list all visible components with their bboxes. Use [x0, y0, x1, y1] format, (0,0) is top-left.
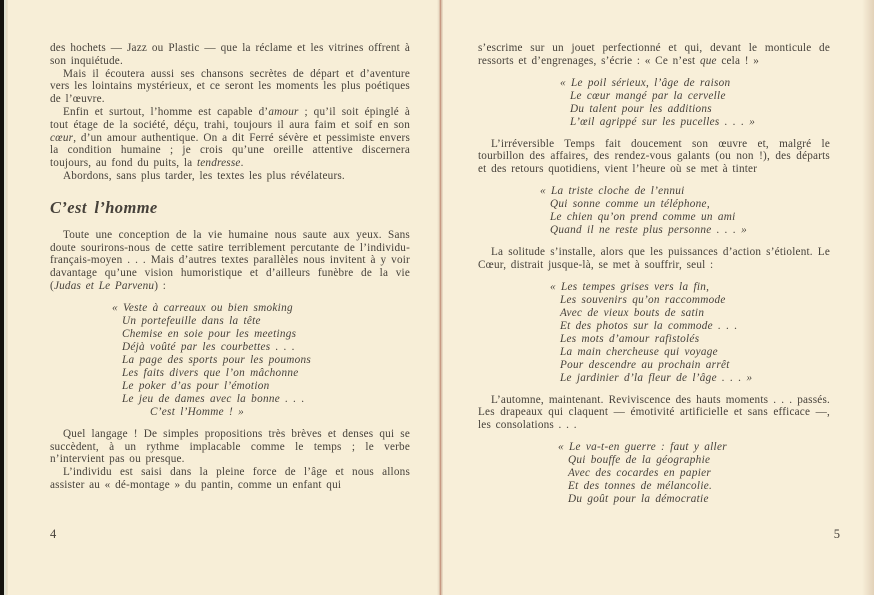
emphasized-text: que	[699, 54, 717, 67]
text-segment: L’irréversible Temps fait doucement son œuvre et, malgré le tourbillon des affaires, des rendez-vous galants (ou non !), des départs et des retours quotidiens, vient l’heure où se met à tinter	[478, 137, 830, 176]
poem	[112, 302, 410, 419]
text-segment: des hochets — Jazz ou Plastic — que la réclame et les vitrines offrent à son inquiétude.	[50, 42, 410, 67]
poem-line: Pour descendre au prochain arrêt	[560, 358, 730, 371]
text-segment: Toute une conception de la vie humaine nous saute aux yeux. Sans doute sourirons-nous de cette satire terriblement percutante de l’individu-français-moyen . . . Mais d’autres textes parallèles nous invitent à y voir davantage qu’une vision humoristique et d’ailleurs funèbre de la vie (	[50, 228, 410, 292]
paragraph	[50, 170, 410, 183]
text-segment: Abordons, sans plus tarder, les textes les plus révélateurs.	[63, 169, 345, 182]
poem	[540, 185, 830, 237]
poem-line: Le cœur mangé par la cervelle	[570, 89, 726, 102]
poem-line: Le chien qu’on prend comme un ami	[550, 210, 736, 223]
poem-line: Qui bouffe de la géographie	[568, 453, 711, 466]
text-segment: L’automne, maintenant. Reviviscence des hauts moments . . . passés. Les drapeaux qui claquent — émotivité artificielle et sans efficace —, les consolations . . .	[478, 393, 830, 432]
poem	[550, 281, 830, 385]
poem-line: C’est l’Homme ! »	[150, 405, 245, 418]
text-segment: ) :	[154, 279, 167, 292]
poem-line: Quand il ne reste plus personne . . . »	[550, 223, 748, 236]
poem-line: La main chercheuse qui voyage	[560, 345, 718, 358]
page-number-right: 5	[833, 527, 840, 541]
poem-line: « Le va-t-en guerre : faut y aller	[558, 440, 727, 453]
poem-line: Le jardinier d’la fleur de l’âge . . . »	[560, 371, 753, 384]
section-heading: C’est l’homme	[50, 197, 158, 217]
poem-line: Les faits divers que l’on mâchonne	[122, 366, 299, 379]
page-left-text	[50, 42, 410, 492]
poem-line: Un portefeuille dans la tête	[122, 314, 261, 327]
poem-line: La page des sports pour les poumons	[122, 353, 312, 366]
page-right	[443, 0, 874, 595]
text-segment: .	[240, 157, 244, 170]
text-segment: s’escrime sur un jouet perfectionné et qui, devant le monticule de ressorts et d’engrenages, s’écrie : « Ce n’est	[478, 42, 830, 67]
emphasized-text: amour	[268, 105, 299, 118]
poem-line: Déjà voûté par les courbettes . . .	[122, 340, 296, 353]
page-right-edge	[862, 0, 874, 595]
poem-line: Le jeu de dames avec la bonne . . .	[122, 392, 305, 405]
text-segment: Enfin et surtout, l’homme est capable d’	[63, 105, 269, 118]
poem-line: Et des tonnes de mélancolie.	[568, 479, 713, 492]
paragraph	[50, 466, 410, 492]
emphasized-text: Judas et Le Parvenu	[53, 279, 155, 292]
paragraph	[50, 106, 410, 170]
poem-line: Avec de vieux bouts de satin	[560, 306, 705, 319]
poem-line: Le poker d’as pour l’émotion	[122, 379, 270, 392]
text-segment: Mais il écoutera aussi ses chansons secrètes de départ et d’aventure vers les lointains mystérieux, et ce seront les moments les plus poétiques de l’œuvre.	[50, 67, 410, 106]
poem-line: « La triste cloche de l’ennui	[540, 184, 685, 197]
paragraph	[50, 68, 410, 106]
paragraph	[478, 138, 830, 176]
paragraph	[478, 246, 830, 272]
poem-line: Chemise en soie pour les meetings	[122, 327, 297, 340]
page-left	[8, 0, 438, 595]
paragraph	[50, 42, 410, 68]
poem-line: « Les tempes grises vers la fin,	[550, 280, 710, 293]
poem-line: Qui sonne comme un téléphone,	[550, 197, 710, 210]
page-right-text	[478, 42, 830, 506]
paragraph	[478, 42, 830, 68]
paragraph	[50, 428, 410, 466]
poem-line: Du talent pour les additions	[570, 102, 712, 115]
poem-line: Avec des cocardes en papier	[568, 466, 712, 479]
paragraph	[50, 229, 410, 293]
page-number-left: 4	[50, 527, 57, 541]
text-segment: ; qu’il soit épinglé à tout étage de la société, déçu, trahi, toujours il aura faim et soif en son	[50, 105, 410, 131]
poem	[558, 441, 830, 506]
text-segment: cela ! »	[716, 54, 760, 67]
poem-line: « Le poil sérieux, l’âge de raison	[560, 76, 731, 89]
poem-line: Les mots d’amour rafistolés	[560, 332, 700, 345]
text-segment: L’individu est saisi dans la pleine force de l’âge et nous allons assister au « dé-montage » du pantin, comme un enfant qui	[50, 466, 410, 491]
poem-line: Les souvenirs qu’on raccommode	[560, 293, 726, 306]
poem-line: Du goût pour la démocratie	[568, 492, 709, 505]
poem	[560, 77, 830, 129]
poem-line: Et des photos sur la commode . . .	[560, 319, 738, 332]
emphasized-text: cœur	[50, 131, 74, 144]
poem-line: L’œil agrippé sur les pucelles . . . »	[570, 115, 756, 128]
emphasized-text: tendresse	[196, 157, 241, 170]
text-segment: , d’un amour authentique. On a dit Ferré sévère et pessimiste envers la condition humaine ; je crois qu’une oreille attentive discernera toujours, au fond du puits, la	[50, 131, 410, 170]
text-segment: La solitude s’installe, alors que les puissances d’action s’étiolent. Le Cœur, distrait jusque-là, se met à souffrir, seul :	[478, 245, 830, 271]
poem-line: « Veste à carreaux ou bien smoking	[112, 301, 293, 314]
text-segment: Quel langage ! De simples propositions très brèves et denses qui se succèdent, à un rythme implacable comme le temps ; le verbe n’intervient pas ou presque.	[50, 427, 410, 466]
paragraph	[478, 394, 830, 432]
